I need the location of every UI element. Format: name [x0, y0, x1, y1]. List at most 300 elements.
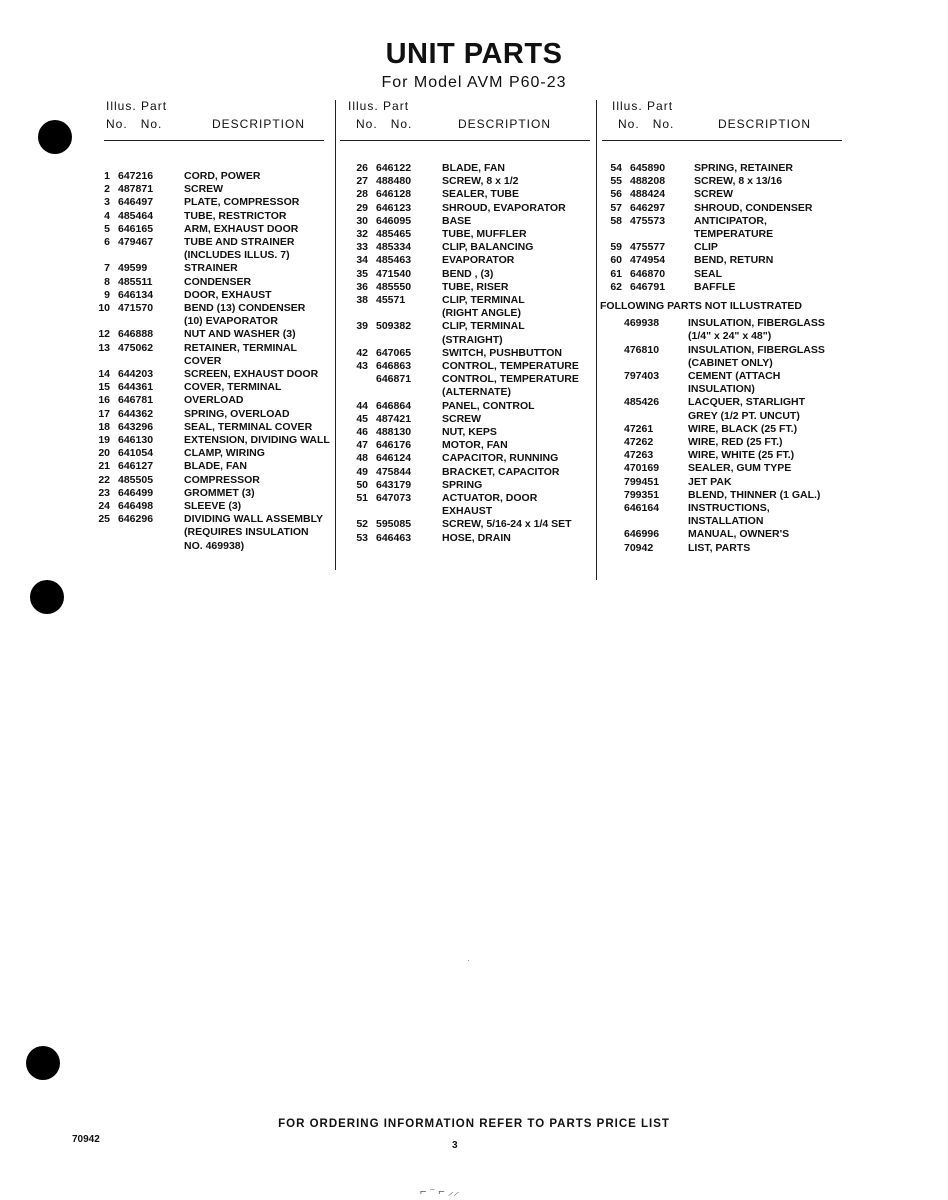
- footer-note: FOR ORDERING INFORMATION REFER TO PARTS PRICE LIST: [278, 1118, 670, 1130]
- part-number: 47263: [624, 449, 654, 462]
- part-number: 485426: [624, 396, 660, 409]
- illus-number: 48: [356, 452, 368, 465]
- parts-row: [88, 460, 338, 473]
- part-description: SCREEN, EXHAUST DOOR: [184, 368, 319, 381]
- part-description: BRACKET, CAPACITOR: [442, 465, 560, 478]
- illus-number: 57: [610, 201, 622, 214]
- illus-number: 45: [356, 412, 368, 425]
- header-rule-3: [602, 140, 842, 141]
- part-description: PANEL, CONTROL: [442, 399, 535, 412]
- column-divider-2: [596, 100, 597, 580]
- part-description-continued: INSTALLATION: [688, 515, 764, 528]
- illus-number: 15: [98, 381, 110, 394]
- part-description: COVER, TERMINAL: [184, 381, 282, 394]
- parts-row: [346, 413, 596, 426]
- part-number: 799451: [624, 475, 660, 488]
- illus-number: 5: [104, 222, 110, 235]
- part-description: SPRING, RETAINER: [694, 162, 793, 174]
- part-description: EXTENSION, DIVIDING WALL: [184, 434, 330, 447]
- header-description: DESCRIPTION: [212, 117, 306, 131]
- part-number: 646127: [118, 460, 154, 473]
- not-illustrated-row: [608, 317, 848, 343]
- parts-row: [346, 479, 596, 492]
- part-description: WIRE, WHITE (25 FT.): [688, 449, 795, 462]
- parts-row: [608, 188, 848, 201]
- part-number: 646128: [376, 188, 412, 201]
- parts-row: [346, 347, 596, 360]
- part-description: CONTROL, TEMPERATURE: [442, 373, 579, 386]
- not-illustrated-row: [608, 370, 848, 396]
- part-description: NUT AND WASHER (3): [184, 328, 296, 341]
- part-number: 509382: [376, 320, 412, 333]
- part-description: TUBE, MUFFLER: [442, 228, 527, 241]
- illus-number: 61: [610, 267, 622, 280]
- part-description-continued: (INCLUDES ILLUS. 7): [184, 249, 290, 262]
- part-number: 487421: [376, 412, 412, 425]
- illus-number: 36: [356, 280, 368, 293]
- parts-row: [88, 328, 338, 341]
- part-number: 475577: [630, 241, 666, 254]
- part-description: INSULATION, FIBERGLASS: [688, 343, 825, 356]
- part-description: SLEEVE (3): [184, 500, 242, 513]
- parts-row: [88, 421, 338, 434]
- part-number: 645890: [630, 162, 666, 174]
- part-description: OVERLOAD: [184, 394, 244, 407]
- part-description-continued: (CABINET ONLY): [688, 356, 773, 369]
- not-illustrated-row: [608, 344, 848, 370]
- parts-row: [346, 228, 596, 241]
- parts-row: [88, 434, 338, 447]
- not-illustrated-list: [608, 317, 848, 555]
- not-illustrated-row: [608, 462, 848, 475]
- parts-row: [88, 447, 338, 460]
- part-description: ARM, EXHAUST DOOR: [184, 222, 299, 235]
- part-description: BEND, RETURN: [694, 254, 774, 267]
- header-no: No. No.: [356, 117, 413, 131]
- part-number: 646791: [630, 280, 666, 293]
- part-number: 475573: [630, 214, 666, 227]
- parts-column-1: [88, 100, 338, 553]
- part-number: 485550: [376, 280, 412, 293]
- part-description: INSULATION, FIBERGLASS: [688, 317, 825, 330]
- part-number: 797403: [624, 370, 660, 383]
- column-header: [88, 100, 338, 138]
- part-number: 45571: [376, 294, 406, 307]
- part-number: 485511: [118, 275, 153, 288]
- parts-row: [346, 241, 596, 254]
- not-illustrated-row: [608, 476, 848, 489]
- part-number: 479467: [118, 236, 154, 249]
- illus-number: 53: [356, 531, 368, 544]
- illus-number: 16: [98, 394, 110, 407]
- parts-row: [88, 408, 338, 421]
- illus-number: 19: [98, 434, 110, 447]
- illus-number: 13: [98, 341, 110, 354]
- illus-number: 26: [356, 162, 368, 174]
- parts-row: [88, 223, 338, 236]
- parts-row: [346, 452, 596, 465]
- illus-number: 12: [98, 328, 110, 341]
- illus-number: 24: [98, 500, 110, 513]
- part-number: 485464: [118, 209, 154, 222]
- part-number: 485334: [376, 241, 412, 254]
- illus-number: 30: [356, 214, 368, 227]
- part-number: 644203: [118, 368, 154, 381]
- header-description: DESCRIPTION: [458, 117, 552, 131]
- parts-list-3: [608, 162, 848, 294]
- part-description: SEALER, GUM TYPE: [688, 462, 792, 475]
- part-number: 47262: [624, 436, 654, 449]
- parts-row: [346, 360, 596, 373]
- illus-number: 17: [98, 407, 110, 420]
- parts-row: [346, 268, 596, 281]
- illus-number: 23: [98, 486, 110, 499]
- part-number: 49599: [118, 262, 148, 275]
- illus-number: 2: [104, 183, 110, 196]
- illus-number: 14: [98, 368, 110, 381]
- parts-row: [88, 302, 338, 328]
- part-number: 646095: [376, 214, 412, 227]
- parts-row: [88, 289, 338, 302]
- part-description: WIRE, RED (25 FT.): [688, 436, 783, 449]
- illus-number: 59: [610, 241, 622, 254]
- part-description: BEND , (3): [442, 267, 494, 280]
- part-description: CONTROL, TEMPERATURE: [442, 360, 579, 373]
- part-description-continued: (10) EVAPORATOR: [184, 315, 278, 328]
- parts-row: [88, 183, 338, 196]
- parts-row: [88, 368, 338, 381]
- header-rule-2: [340, 140, 590, 141]
- part-description: CLIP, TERMINAL: [442, 294, 525, 307]
- part-description: TUBE AND STRAINER: [184, 236, 295, 249]
- part-description: SEAL, TERMINAL COVER: [184, 420, 313, 433]
- parts-row: [88, 381, 338, 394]
- parts-row: [346, 320, 596, 346]
- part-description-continued: COVER: [184, 354, 222, 367]
- not-illustrated-row: [608, 528, 848, 541]
- parts-row: [608, 268, 848, 281]
- part-number: 646888: [118, 328, 154, 341]
- parts-row: [346, 281, 596, 294]
- part-number: 646499: [118, 486, 154, 499]
- part-number: 799351: [624, 488, 660, 501]
- part-number: 646165: [118, 222, 154, 235]
- part-description: MOTOR, FAN: [442, 439, 508, 452]
- part-number: 646164: [624, 502, 660, 515]
- parts-row: [88, 500, 338, 513]
- part-description: MANUAL, OWNER'S: [688, 528, 790, 541]
- part-description: CLIP: [694, 241, 718, 254]
- part-description: TUBE, RISER: [442, 280, 509, 293]
- not-illustrated-row: [608, 489, 848, 502]
- part-description: SPRING: [442, 478, 483, 491]
- part-number: 488424: [630, 188, 666, 201]
- part-number: 485505: [118, 473, 154, 486]
- not-illustrated-row: [608, 423, 848, 436]
- part-number: 646134: [118, 288, 154, 301]
- parts-row: [88, 394, 338, 407]
- part-description-continued: (STRAIGHT): [442, 333, 503, 346]
- part-description: SEALER, TUBE: [442, 188, 520, 201]
- part-description: CLIP, TERMINAL: [442, 320, 525, 333]
- page-number: 3: [452, 1140, 458, 1151]
- parts-row: [346, 518, 596, 531]
- part-description-continued: NO. 469938): [184, 539, 245, 552]
- parts-row: [88, 513, 338, 553]
- part-description-continued: GREY (1/2 PT. UNCUT): [688, 409, 800, 422]
- part-number: 647073: [376, 492, 412, 505]
- part-number: 487871: [118, 183, 154, 196]
- part-number: 47261: [624, 422, 654, 435]
- part-description: CLAMP, WIRING: [184, 447, 265, 460]
- parts-row: [608, 241, 848, 254]
- illus-number: 27: [356, 175, 368, 188]
- part-number: 471540: [376, 267, 412, 280]
- parts-list-1: [88, 170, 338, 553]
- illus-number: 56: [610, 188, 622, 201]
- parts-row: [346, 294, 596, 320]
- parts-row: [346, 426, 596, 439]
- part-number: 643179: [376, 478, 412, 491]
- illus-number: 46: [356, 426, 368, 439]
- part-number: 646497: [118, 196, 154, 209]
- part-description-continued: (ALTERNATE): [442, 386, 512, 399]
- part-description: BAFFLE: [694, 280, 736, 293]
- part-description: CONDENSER: [184, 275, 252, 288]
- illus-number: 32: [356, 228, 368, 241]
- part-number: 647065: [376, 346, 412, 359]
- part-description: SCREW, 5/16-24 x 1/4 SET: [442, 518, 572, 531]
- parts-row: [608, 254, 848, 267]
- illus-number: 38: [356, 294, 368, 307]
- part-description: CEMENT (ATTACH: [688, 370, 781, 383]
- part-description: SCREW: [442, 412, 482, 425]
- column-header: [346, 100, 596, 138]
- part-number: 70942: [624, 541, 654, 554]
- illus-number: 28: [356, 188, 368, 201]
- part-description: LACQUER, STARLIGHT: [688, 396, 806, 409]
- parts-row: [88, 342, 338, 368]
- part-description: BEND (13) CONDENSER: [184, 302, 306, 315]
- not-illustrated-row: [608, 502, 848, 528]
- parts-column-2: [346, 100, 596, 545]
- illus-number: 18: [98, 420, 110, 433]
- parts-row: [88, 236, 338, 262]
- part-description: STRAINER: [184, 262, 238, 275]
- part-description-continued: (REQUIRES INSULATION: [184, 526, 309, 539]
- part-description: SPRING, OVERLOAD: [184, 407, 290, 420]
- part-description: BLEND, THINNER (1 GAL.): [688, 488, 821, 501]
- part-number: 485465: [376, 228, 412, 241]
- illus-number: 10: [98, 302, 110, 315]
- page-subtitle: For Model AVM P60-23: [381, 74, 567, 91]
- part-number: 646863: [376, 360, 412, 373]
- illus-number: 34: [356, 254, 368, 267]
- illus-number: 60: [610, 254, 622, 267]
- illus-number: 20: [98, 447, 110, 460]
- header-no: No. No.: [106, 117, 163, 131]
- binder-hole-top: [38, 120, 72, 154]
- part-description: SCREW: [184, 183, 224, 196]
- parts-row: [88, 262, 338, 275]
- part-number: 647216: [118, 170, 154, 182]
- part-number: 646123: [376, 201, 412, 214]
- part-number: 474954: [630, 254, 666, 267]
- illus-number: 47: [356, 439, 368, 452]
- parts-row: [608, 281, 848, 294]
- parts-row: [88, 210, 338, 223]
- illus-number: 62: [610, 280, 622, 293]
- parts-row: [346, 202, 596, 215]
- header-illus: Illus. Part: [106, 99, 168, 113]
- part-number: 644361: [118, 381, 154, 394]
- part-number: 646176: [376, 439, 412, 452]
- part-number: 485463: [376, 254, 412, 267]
- scan-speck: ·: [467, 955, 470, 965]
- part-description: NUT, KEPS: [442, 426, 497, 439]
- parts-row: [346, 188, 596, 201]
- parts-row: [346, 162, 596, 175]
- part-description: SHROUD, EVAPORATOR: [442, 201, 566, 214]
- header-illus: Illus. Part: [348, 99, 410, 113]
- part-number: 476810: [624, 343, 660, 356]
- illus-number: 51: [356, 492, 368, 505]
- not-illustrated-row: [608, 542, 848, 555]
- header-rule-1: [104, 140, 324, 141]
- part-description: BLADE, FAN: [184, 460, 247, 473]
- parts-row: [88, 276, 338, 289]
- part-number: 646122: [376, 162, 412, 174]
- not-illustrated-row: [608, 436, 848, 449]
- part-description: RETAINER, TERMINAL: [184, 341, 297, 354]
- part-number: 644362: [118, 407, 154, 420]
- parts-row: [88, 487, 338, 500]
- part-description: ACTUATOR, DOOR: [442, 492, 538, 505]
- illus-number: 58: [610, 214, 622, 227]
- parts-row: [346, 215, 596, 228]
- part-description: HOSE, DRAIN: [442, 531, 511, 544]
- parts-column-3: [600, 99, 848, 555]
- part-description-continued: INSULATION): [688, 383, 755, 396]
- part-number: 646781: [118, 394, 154, 407]
- illus-number: 43: [356, 360, 368, 373]
- illus-number: 50: [356, 478, 368, 491]
- part-description: GROMMET (3): [184, 486, 255, 499]
- not-illustrated-row: [608, 396, 848, 422]
- not-illustrated-title: FOLLOWING PARTS NOT ILLUSTRATED: [600, 300, 803, 313]
- illus-number: 52: [356, 518, 368, 531]
- parts-row: [346, 492, 596, 518]
- part-number: 646124: [376, 452, 412, 465]
- illus-number: 7: [104, 262, 110, 275]
- parts-row: [608, 202, 848, 215]
- part-number: 643296: [118, 420, 154, 433]
- column-divider-1: [335, 100, 336, 570]
- illus-number: 29: [356, 201, 368, 214]
- handwritten-mark: ⌐ ⁻ ⌐ ⸝⸝: [420, 1186, 459, 1198]
- part-description: CAPACITOR, RUNNING: [442, 452, 559, 465]
- part-description: SEAL: [694, 267, 723, 280]
- parts-list-2: [346, 162, 596, 545]
- part-description: EVAPORATOR: [442, 254, 515, 267]
- illus-number: 49: [356, 465, 368, 478]
- part-number: 475844: [376, 465, 412, 478]
- part-description: SCREW: [694, 188, 734, 201]
- illus-number: 1: [104, 170, 110, 182]
- header-no: No. No.: [618, 117, 675, 131]
- illus-number: 22: [98, 473, 110, 486]
- parts-row: [346, 532, 596, 545]
- binder-hole-bottom: [26, 1046, 60, 1080]
- part-number: 475062: [118, 341, 154, 354]
- binder-hole-middle: [30, 580, 64, 614]
- part-description: WIRE, BLACK (25 FT.): [688, 422, 798, 435]
- part-number: 469938: [624, 317, 660, 330]
- parts-row: [608, 215, 848, 241]
- column-header: [608, 100, 848, 138]
- part-description: DOOR, EXHAUST: [184, 288, 272, 301]
- part-number: 646864: [376, 399, 412, 412]
- illus-number: 39: [356, 320, 368, 333]
- illus-number: 9: [104, 288, 110, 301]
- part-description: COMPRESSOR: [184, 473, 260, 486]
- illus-number: 25: [98, 513, 110, 526]
- part-description: SCREW, 8 x 1/2: [442, 175, 519, 188]
- part-number: 641054: [118, 447, 154, 460]
- parts-row: [346, 175, 596, 188]
- part-number: 470169: [624, 462, 660, 475]
- part-number: 488480: [376, 175, 412, 188]
- parts-row: [88, 170, 338, 183]
- illus-number: 44: [356, 399, 368, 412]
- illus-number: 33: [356, 241, 368, 254]
- header-illus: Illus. Part: [612, 99, 674, 113]
- part-description: INSTRUCTIONS,: [688, 502, 770, 515]
- part-description: ANTICIPATOR,: [694, 214, 767, 227]
- part-number: 646870: [630, 267, 666, 280]
- part-description-continued: (1/4" x 24" x 48"): [688, 330, 772, 343]
- part-description: CORD, POWER: [184, 170, 261, 182]
- part-description: BASE: [442, 214, 472, 227]
- part-description: DIVIDING WALL ASSEMBLY: [184, 513, 324, 526]
- parts-row: [346, 254, 596, 267]
- document-number: 70942: [72, 1134, 100, 1145]
- illus-number: 42: [356, 346, 368, 359]
- part-number: 646463: [376, 531, 412, 544]
- part-number: 646996: [624, 528, 660, 541]
- part-number: 488130: [376, 426, 412, 439]
- not-illustrated-row: [608, 449, 848, 462]
- illus-number: 54: [610, 162, 622, 174]
- page-title: UNIT PARTS: [385, 38, 563, 70]
- part-description: SCREW, 8 x 13/16: [694, 175, 783, 188]
- part-description: JET PAK: [688, 475, 732, 488]
- illus-number: 35: [356, 267, 368, 280]
- parts-row: [346, 373, 596, 399]
- part-number: 646296: [118, 513, 154, 526]
- part-number: 646871: [376, 373, 412, 386]
- part-description: CLIP, BALANCING: [442, 241, 534, 254]
- part-description: LIST, PARTS: [688, 541, 751, 554]
- part-description-continued: EXHAUST: [442, 505, 493, 518]
- part-description: SWITCH, PUSHBUTTON: [442, 346, 562, 359]
- part-number: 646498: [118, 500, 154, 513]
- illus-number: 6: [104, 236, 110, 249]
- part-number: 471570: [118, 302, 154, 315]
- parts-row: [346, 400, 596, 413]
- part-description: TUBE, RESTRICTOR: [184, 209, 287, 222]
- part-number: 646297: [630, 201, 666, 214]
